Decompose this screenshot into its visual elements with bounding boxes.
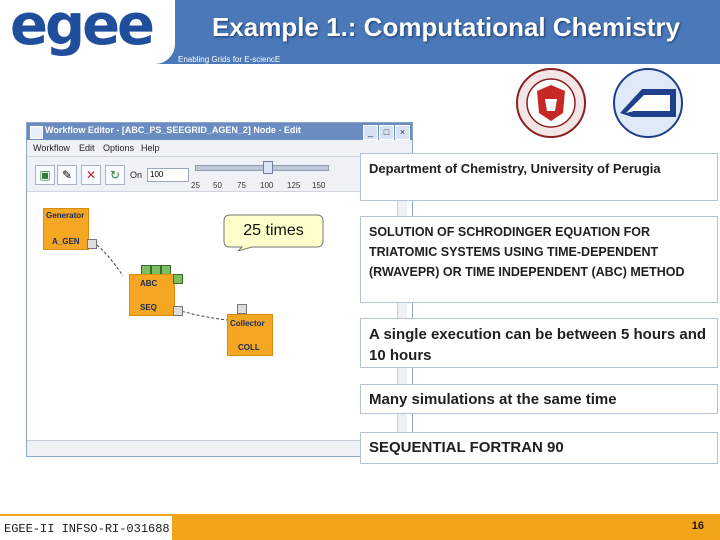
egee-logo-text: egee <box>10 0 153 58</box>
abc-node-title: ABC <box>140 279 158 288</box>
on-value-field[interactable]: 100 <box>147 168 189 182</box>
mta-sztaki-logo-icon <box>612 67 684 139</box>
slide-footer <box>0 514 720 540</box>
slide-title: Example 1.: Computational Chemistry <box>211 12 681 42</box>
department-panel: Department of Chemistry, University of Perugia <box>360 153 718 201</box>
horizontal-scrollbar[interactable] <box>27 440 412 456</box>
university-seal-icon <box>515 67 587 139</box>
generator-node[interactable] <box>43 208 89 250</box>
generator-output-port[interactable] <box>87 239 97 249</box>
new-node-tool-icon[interactable]: ▣ <box>35 165 55 185</box>
window-title: Workflow Editor - [ABC_PS_SEEGRID_AGEN_2] Node - Edit <box>45 125 301 135</box>
page-number: 16 <box>691 520 704 532</box>
solution-panel: SOLUTION OF SCHRODINGER EQUATION FOR TRIATOMIC SYSTEMS USING TIME-DEPENDENT (RWAVEPR) OR TIME INDEPENDENT (ABC) METHOD <box>360 216 718 303</box>
on-label: On <box>130 170 143 180</box>
abc-node[interactable] <box>129 274 175 316</box>
simulations-panel: Many simulations at the same time <box>360 384 718 414</box>
execution-time-panel: A single execution can be between 5 hours and 10 hours <box>360 318 718 368</box>
maximize-button[interactable]: □ <box>379 125 394 140</box>
close-button[interactable]: × <box>395 125 410 140</box>
menu-bar <box>27 140 412 157</box>
generator-node-title: Generator <box>46 211 85 220</box>
minimize-button[interactable]: _ <box>363 125 378 140</box>
workflow-editor-window <box>26 122 413 457</box>
footer-project-id: EGEE-II INFSO-RI-031688 <box>4 522 170 536</box>
delete-tool-icon[interactable]: ✕ <box>81 165 101 185</box>
slide-subtitle: Enabling Grids for E-sciencE <box>178 55 281 64</box>
generator-node-sub: A_GEN <box>52 237 80 246</box>
slide-header <box>0 0 720 64</box>
slider-tick: 100 <box>260 181 274 190</box>
egee-logo <box>0 0 175 64</box>
zoom-slider-track[interactable] <box>195 165 329 171</box>
footer-left-box <box>0 514 172 540</box>
slider-tick: 150 <box>312 181 326 190</box>
menu-edit[interactable]: Edit <box>79 143 95 153</box>
menu-options[interactable]: Options <box>103 143 135 153</box>
slider-tick: 25 <box>191 181 200 190</box>
slider-tick: 50 <box>213 181 222 190</box>
collector-node[interactable] <box>227 314 273 356</box>
menu-help[interactable]: Help <box>141 143 160 153</box>
slider-tick: 75 <box>237 181 246 190</box>
window-titlebar[interactable] <box>27 123 412 140</box>
collector-node-title: Collector <box>230 319 265 328</box>
fortran-panel: SEQUENTIAL FORTRAN 90 <box>360 432 718 464</box>
slider-tick: 125 <box>287 181 301 190</box>
abc-side-port[interactable] <box>173 274 183 284</box>
abc-node-sub: SEQ <box>140 303 157 312</box>
collector-node-sub: COLL <box>238 343 260 352</box>
abc-output-port[interactable] <box>173 306 183 316</box>
menu-workflow[interactable]: Workflow <box>33 143 70 153</box>
window-app-icon <box>30 126 43 139</box>
callout-text: 25 times <box>243 222 304 239</box>
workflow-canvas[interactable] <box>27 192 412 440</box>
zoom-slider-thumb[interactable] <box>263 161 273 174</box>
connect-tool-icon[interactable]: ✎ <box>57 165 77 185</box>
toolbar <box>27 157 412 192</box>
collector-input-port[interactable] <box>237 304 247 314</box>
refresh-tool-icon[interactable]: ↻ <box>105 165 125 185</box>
